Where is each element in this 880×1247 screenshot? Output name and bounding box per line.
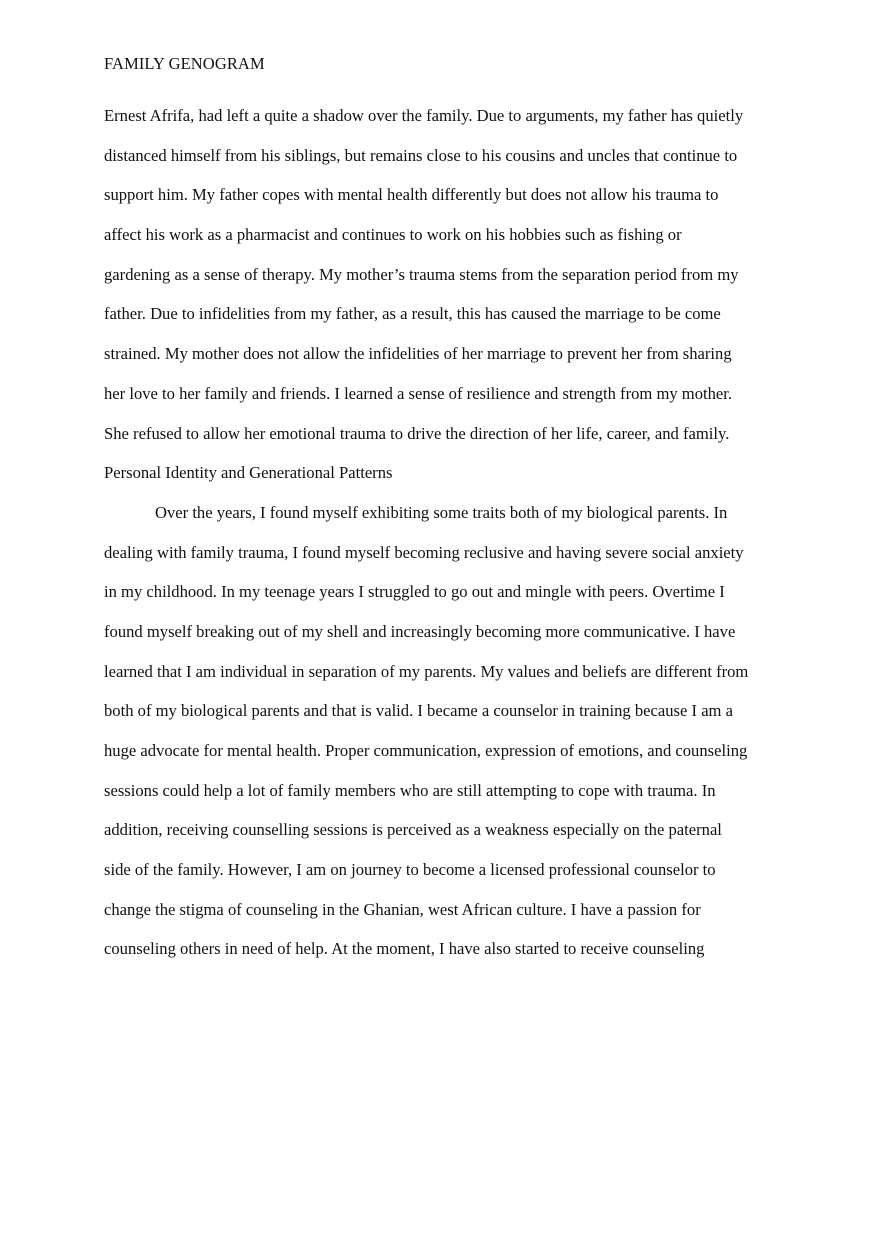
text-line: learned that I am individual in separation of my parents. My values and beliefs are different from bbox=[104, 661, 749, 681]
text-line: Over the years, I found myself exhibiting some traits both of my biological parents. In bbox=[155, 502, 728, 522]
text-line: gardening as a sense of therapy. My mother’s trauma stems from the separation period from my bbox=[104, 264, 739, 284]
text-line: found myself breaking out of my shell and increasingly becoming more communicative. I have bbox=[104, 621, 736, 641]
text-line: in my childhood. In my teenage years I struggled to go out and mingle with peers. Overtime I bbox=[104, 582, 725, 602]
text-line: her love to her family and friends. I learned a sense of resilience and strength from my mother. bbox=[104, 383, 733, 403]
text-line: sessions could help a lot of family members who are still attempting to cope with trauma. In bbox=[104, 780, 716, 800]
text-line: father. Due to infidelities from my father, as a result, this has caused the marriage to be come bbox=[104, 304, 721, 324]
paragraph-personal-identity bbox=[104, 500, 784, 976]
paragraph-family-trauma bbox=[104, 103, 784, 460]
text-line: huge advocate for mental health. Proper communication, expression of emotions, and counseling bbox=[104, 741, 748, 760]
section-heading: Personal Identity and Generational Patterns bbox=[104, 463, 393, 483]
text-line: distanced himself from his siblings, but remains close to his cousins and uncles that continue to bbox=[104, 145, 738, 165]
text-line: change the stigma of counseling in the Ghanian, west African culture. I have a passion for bbox=[104, 899, 701, 919]
running-head: FAMILY GENOGRAM bbox=[104, 54, 265, 73]
document-body bbox=[104, 103, 784, 976]
text-line: both of my biological parents and that is valid. I became a counselor in training because I am a bbox=[104, 701, 733, 721]
text-line: Ernest Afrifa, had left a quite a shadow over the family. Due to arguments, my father has quietly bbox=[104, 106, 744, 125]
text-line: counseling others in need of help. At the moment, I have also started to receive counseling bbox=[104, 939, 705, 959]
text-line: affect his work as a pharmacist and continues to work on his hobbies such as fishing or bbox=[104, 225, 682, 245]
text-line: dealing with family trauma, I found myself becoming reclusive and having severe social anxiety bbox=[104, 542, 744, 562]
text-line: She refused to allow her emotional trauma to drive the direction of her life, career, and family. bbox=[104, 423, 730, 443]
text-line: side of the family. However, I am on journey to become a licensed professional counselor to bbox=[104, 860, 716, 880]
text-line: support him. My father copes with mental health differently but does not allow his trauma to bbox=[104, 185, 719, 205]
text-line: addition, receiving counselling sessions is perceived as a weakness especially on the paternal bbox=[104, 820, 722, 840]
text-line: strained. My mother does not allow the infidelities of her marriage to prevent her from sharing bbox=[104, 344, 732, 364]
